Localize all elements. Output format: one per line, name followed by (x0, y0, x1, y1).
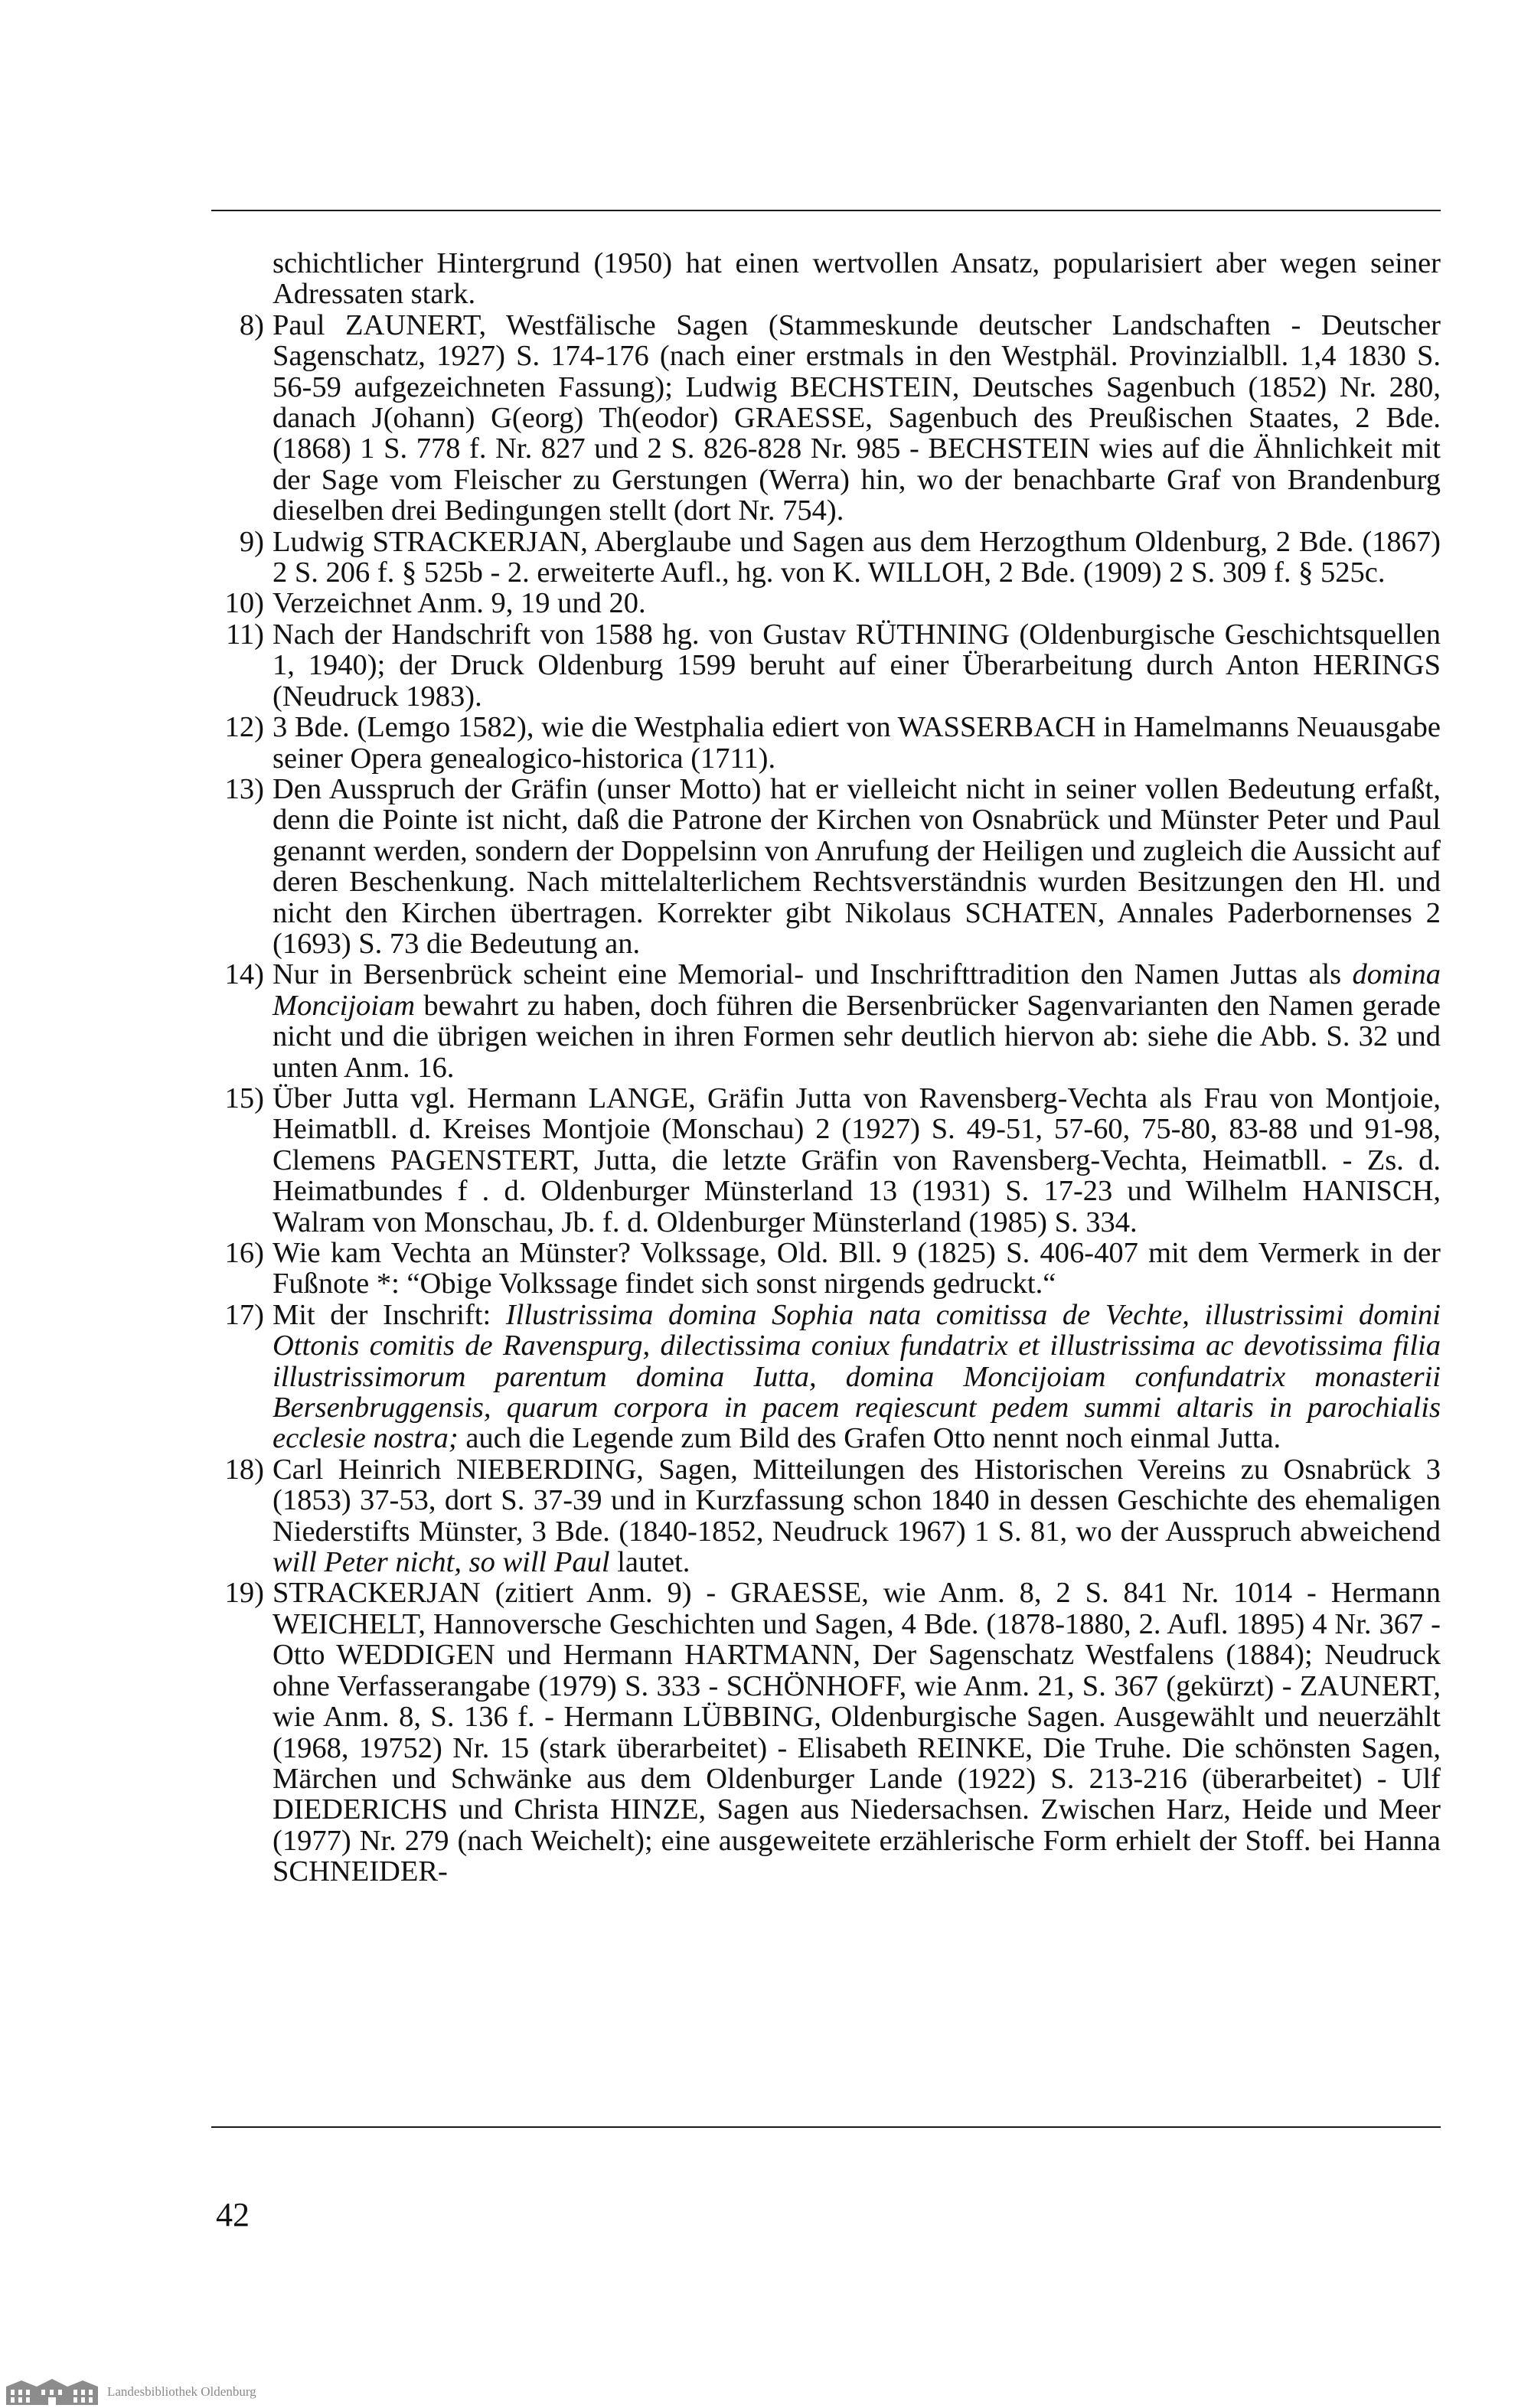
endnote-text-part: bewahrt zu haben, doch führen die Bersenbrücker Sagenvarianten den Namen gerade nicht und die übrigen weichen in ihren Formen sehr deutlich hiervon ab: siehe die Abb. S. 32 und unten Anm. 16. (273, 989, 1441, 1084)
endnote-number: 18) (224, 1453, 264, 1486)
endnote-number: 16) (224, 1237, 264, 1269)
endnote-text (273, 1300, 1441, 1454)
endnote-number: 10) (224, 587, 264, 620)
endnote-text: STRACKERJAN (zitiert Anm. 9) - GRAESSE, wie Anm. 8, 2 S. 841 Nr. 1014 - Hermann WEICHELT, Hannoversche Geschichten und Sagen, 4 Bde. (1878-1880, 2. Aufl. 1895) 4 Nr. 367 - Otto WEDDIGEN und Hermann HARTMANN, Der Sagenschatz Westfalens (1884); Neudruck ohne Verfasserangabe (1979) S. 333 - SCHÖNHOFF, wie Anm. 21, S. 367 (gekürzt) - ZAUNERT, wie Anm. 8, S. 136 f. - Hermann LÜBBING, Oldenburgische Sagen. Ausgewählt und neuerzählt (1968, 19752) Nr. 15 (stark überarbeitet) - Elisabeth REINKE, Die Truhe. Die schönsten Sagen, Märchen und Schwänke aus dem Oldenburger Lande (1922) S. 213-216 (überarbeitet) - Ulf DIEDERICHS und Christa HINZE, Sagen aus Niedersachsen. Zwischen Harz, Heide und Meer (1977) Nr. 279 (nach Weichelt); eine ausgeweitete erzählerische Form erhielt der Stoff. bei Hanna SCHNEIDER- (273, 1577, 1441, 1888)
endnote-text-part: Carl Heinrich NIEBERDING, Sagen, Mitteilungen des Historischen Vereins zu Osnabrück 3 (1853) 37-53, dort S. 37-39 und in Kurzfassung schon 1840 in dessen Geschichte des ehemaligen Niederstifts Münster, 3 Bde. (1840-1852, Neudruck 1967) 1 S. 81, wo der Ausspruch abweichend (273, 1453, 1441, 1548)
endnote-14 (207, 959, 1441, 1083)
endnote-17 (207, 1300, 1441, 1454)
endnote-12 (207, 712, 1441, 774)
bottom-rule (211, 2126, 1441, 2128)
endnote-text-part: Mit der Inschrift: (273, 1298, 506, 1331)
endnote-text-part: lautet. (609, 1546, 690, 1579)
endnote-text-part: Nur in Bersenbrück scheint eine Memorial- und Inschrifttradition den Namen Juttas als (273, 958, 1353, 991)
endnote-number: 19) (224, 1577, 264, 1610)
endnote-11 (207, 619, 1441, 712)
endnote-16 (207, 1238, 1441, 1300)
endnote-text: Wie kam Vechta an Münster? Volkssage, Old. Bll. 9 (1825) S. 406-407 mit dem Vermerk in der Fußnote *: “Obige Volkssage findet sich sonst nirgends gedruckt.“ (273, 1237, 1441, 1300)
endnote-italic-text: Illustrissima domina Sophia nata comitissa de Vechte, illustrissimi domini Ottonis comitis de Ravenspurg, dilectissima coniux fundatrix et illustrissima ac devotissima filia illustrissimorum parentum domina Iutta, domina Moncijoiam confundatrix monasterii Bersenbruggensis, quarum corpora in pacem reqiescunt pedem summi altaris in parochialis ecclesie nostra; (273, 1298, 1441, 1455)
endnote-number: 12) (224, 711, 264, 744)
endnote-number: 9) (239, 525, 264, 558)
footer-library-name: Landesbibliothek Oldenburg (107, 2384, 256, 2399)
endnote-15 (207, 1083, 1441, 1238)
endnote-text (273, 959, 1441, 1083)
top-rule (211, 210, 1441, 211)
endnote-text: Ludwig STRACKERJAN, Aberglaube und Sagen aus dem Herzogthum Oldenburg, 2 Bde. (1867) 2 S. 206 f. § 525b - 2. erweiterte Aufl., hg. von K. WILLOH, 2 Bde. (1909) 2 S. 309 f. § 525c. (273, 525, 1441, 589)
endnote-number: 14) (224, 958, 264, 991)
endnote-text: Über Jutta vgl. Hermann LANGE, Gräfin Jutta von Ravensberg-Vechta als Frau von Montjoie, Heimatbll. d. Kreises Montjoie (Monschau) 2 (1927) S. 49-51, 57-60, 75-80, 83-88 und 91-98, Clemens PAGENSTERT, Jutta, die letzte Gräfin von Ravensberg-Vechta, Heimatbll. - Zs. d. Heimatbundes f . d. Oldenburger Münsterland 13 (1931) S. 17-23 und Wilhelm HANISCH, Walram von Monschau, Jb. f. d. Oldenburger Münsterland (1985) S. 334. (273, 1082, 1441, 1238)
endnote-text-part: auch die Legende zum Bild des Grafen Otto nennt noch einmal Jutta. (458, 1422, 1281, 1455)
endnote-text: Verzeichnet Anm. 9, 19 und 20. (273, 587, 646, 620)
endnote-number: 15) (224, 1082, 264, 1114)
page-number: 42 (216, 2196, 250, 2233)
endnote-9 (207, 527, 1441, 589)
endnote-number: 11) (226, 618, 264, 651)
footer-bar (0, 2376, 1531, 2408)
endnote-text: schichtlicher Hintergrund (1950) hat einen wertvollen Ansatz, popularisiert aber wegen seiner Adressaten stark. (273, 247, 1441, 311)
endnote-text: Paul ZAUNERT, Westfälische Sagen (Stammeskunde deutscher Landschaften - Deutscher Sagenschatz, 1927) S. 174-176 (nach einer erstmals in den Westphäl. Provinzialbll. 1,4 1830 S. 56-59 aufgezeichneten Fassung); Ludwig BECHSTEIN, Deutsches Sagenbuch (1852) Nr. 280, danach J(ohann) G(eorg) Th(eodor) GRAESSE, Sagenbuch des Preußischen Staates, 2 Bde. (1868) 1 S. 778 f. Nr. 827 und 2 S. 826-828 Nr. 985 - BECHSTEIN wies auf die Ähnlichkeit mit der Sage vom Fleischer zu Gerstungen (Werra) hin, wo der benachbarte Graf von Brandenburg dieselben drei Bedingungen stellt (dort Nr. 754). (273, 308, 1441, 527)
endnote-italic-text: will Peter nicht, so will Paul (273, 1546, 610, 1579)
endnote-text: 3 Bde. (Lemgo 1582), wie die Westphalia ediert von WASSERBACH in Hamelmanns Neuausgabe seiner Opera genealogico-historica (1711). (273, 711, 1441, 775)
endnote-number: 13) (224, 772, 264, 805)
endnote-number: 8) (239, 308, 264, 341)
endnote-10 (207, 588, 1441, 618)
endnote-continuation (207, 248, 1441, 310)
endnote-13 (207, 774, 1441, 959)
endnote-number: 17) (224, 1298, 264, 1331)
endnote-8 (207, 310, 1441, 527)
endnote-text: Nach der Handschrift von 1588 hg. von Gustav RÜTHNING (Oldenburgische Geschichtsquellen 1, 1940); der Druck Oldenburg 1599 beruht auf einer Überarbeitung durch Anton HERINGS (Neudruck 1983). (273, 618, 1441, 713)
endnote-text: Den Ausspruch der Gräfin (unser Motto) hat er vielleicht nicht in seiner vollen Bedeutung erfaßt, denn die Pointe ist nicht, daß die Patrone der Kirchen von Osnabrück und Münster Peter und Paul genannt werden, sondern der Doppelsinn von Anrufung der Heiligen und zugleich die Aussicht auf deren Beschenkung. Nach mittelalterlichem Rechtsverständnis wurden Besitzungen den Hl. und nicht den Kirchen übertragen. Korrekter gibt Nikolaus SCHATEN, Annales Paderbornenses 2 (1693) S. 73 die Bedeutung an. (273, 772, 1441, 960)
endnote-text (273, 1454, 1441, 1578)
endnotes-block (207, 248, 1441, 1888)
endnote-18 (207, 1454, 1441, 1578)
endnote-19 (207, 1578, 1441, 1887)
endnote-italic-text: domina Moncijoiam (273, 958, 1441, 1022)
library-building-icon (6, 2379, 98, 2405)
